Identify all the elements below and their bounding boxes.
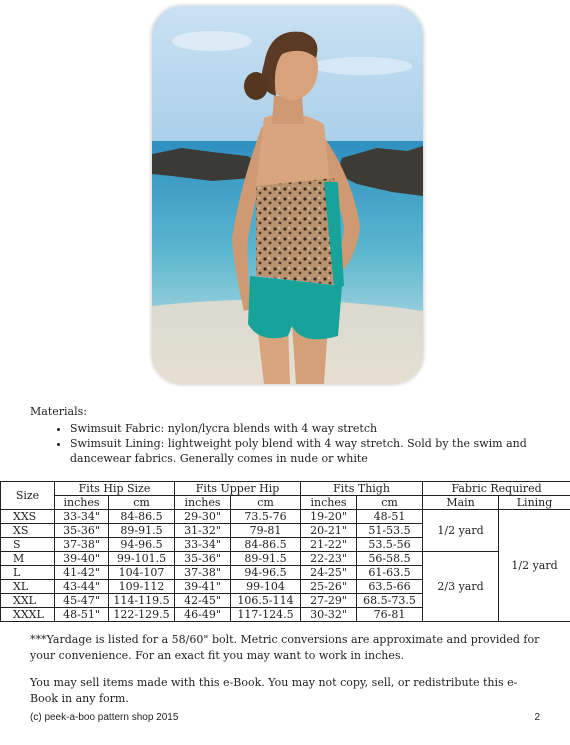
hip-cm-cell: 109-112 <box>109 580 175 594</box>
hip-inches-cell: 43-44" <box>55 580 109 594</box>
fabric-required-header: Fabric Required <box>423 482 570 496</box>
hip-inches-cell: 37-38" <box>55 538 109 552</box>
thigh-inches-cell: 19-20" <box>301 510 357 524</box>
upper-hip-cm-cell: 94-96.5 <box>231 566 301 580</box>
materials-list <box>30 421 550 466</box>
page-footer <box>30 712 540 723</box>
thigh-cm-cell: 56-58.5 <box>357 552 423 566</box>
license-note: You may sell items made with this e-Book. You may not copy, sell, or redistribute this e-Book in any form. <box>30 676 518 705</box>
unit-header: cm <box>357 496 423 510</box>
hip-cm-cell: 84-86.5 <box>109 510 175 524</box>
hip-inches-cell: 48-51" <box>55 608 109 622</box>
thigh-cm-cell: 63.5-66 <box>357 580 423 594</box>
unit-header: Main <box>423 496 499 510</box>
size-cell: XXL <box>1 594 55 608</box>
materials-section <box>30 404 550 466</box>
upper-hip-inches-cell: 37-38" <box>175 566 231 580</box>
upper-hip-cm-cell: 73.5-76 <box>231 510 301 524</box>
copyright-text: (c) peek-a-boo pattern shop 2015 <box>30 712 179 723</box>
thigh-cm-cell: 76-81 <box>357 608 423 622</box>
hip-cm-cell: 94-96.5 <box>109 538 175 552</box>
thigh-header: Fits Thigh <box>301 482 423 496</box>
upper-hip-inches-cell: 42-45" <box>175 594 231 608</box>
materials-item-lining: • Swimsuit Lining: lightweight poly blend with 4 way stretch. Sold by the swim and dancewear fabrics. Generally comes in nude or white <box>70 436 550 466</box>
materials-heading: Materials: <box>30 405 87 418</box>
size-cell: XXXL <box>1 608 55 622</box>
upper-hip-cm-cell: 106.5-114 <box>231 594 301 608</box>
page-number: 2 <box>534 712 540 723</box>
materials-item-fabric: • Swimsuit Fabric: nylon/lycra blends with 4 way stretch <box>70 421 550 436</box>
unit-header: Lining <box>499 496 570 510</box>
thigh-inches-cell: 27-29" <box>301 594 357 608</box>
hip-inches-cell: 35-36" <box>55 524 109 538</box>
table-row <box>1 510 570 524</box>
unit-header: cm <box>109 496 175 510</box>
table-header-row <box>1 482 570 496</box>
yardage-note: ***Yardage is listed for a 58/60" bolt. Metric conversions are approximate and provided for your convenience. For an exact fit you may want to work in inches. <box>30 633 540 662</box>
thigh-inches-cell: 25-26" <box>301 580 357 594</box>
size-cell: XXS <box>1 510 55 524</box>
thigh-cm-cell: 61-63.5 <box>357 566 423 580</box>
upper-hip-cm-cell: 99-104 <box>231 580 301 594</box>
lining-fabric-cell: 1/2 yard <box>499 510 570 622</box>
thigh-inches-cell: 24-25" <box>301 566 357 580</box>
teal-shorts <box>248 276 342 339</box>
hip-inches-cell: 41-42" <box>55 566 109 580</box>
main-fabric-small-cell: 1/2 yard <box>423 510 499 552</box>
upper-hip-inches-cell: 33-34" <box>175 538 231 552</box>
unit-header: inches <box>55 496 109 510</box>
upper-hip-inches-cell: 39-41" <box>175 580 231 594</box>
hip-size-header: Fits Hip Size <box>55 482 175 496</box>
upper-hip-header: Fits Upper Hip <box>175 482 301 496</box>
hip-cm-cell: 99-101.5 <box>109 552 175 566</box>
thigh-cm-cell: 53.5-56 <box>357 538 423 552</box>
upper-hip-cm-cell: 79-81 <box>231 524 301 538</box>
hip-inches-cell: 45-47" <box>55 594 109 608</box>
size-header: Size <box>1 482 55 510</box>
unit-header: cm <box>231 496 301 510</box>
size-cell: S <box>1 538 55 552</box>
size-cell: XL <box>1 580 55 594</box>
size-cell: L <box>1 566 55 580</box>
size-chart-table <box>0 481 570 622</box>
main-fabric-large-cell: 2/3 yard <box>423 552 499 622</box>
thigh-inches-cell: 30-32" <box>301 608 357 622</box>
unit-header: inches <box>301 496 357 510</box>
hip-inches-cell: 39-40" <box>55 552 109 566</box>
thigh-inches-cell: 21-22" <box>301 538 357 552</box>
hip-cm-cell: 114-119.5 <box>109 594 175 608</box>
upper-hip-inches-cell: 31-32" <box>175 524 231 538</box>
product-photo <box>152 6 423 384</box>
thigh-inches-cell: 22-23" <box>301 552 357 566</box>
upper-hip-cm-cell: 84-86.5 <box>231 538 301 552</box>
upper-hip-inches-cell: 46-49" <box>175 608 231 622</box>
thigh-cm-cell: 68.5-73.5 <box>357 594 423 608</box>
upper-hip-cm-cell: 117-124.5 <box>231 608 301 622</box>
table-row <box>1 552 570 566</box>
thigh-inches-cell: 20-21" <box>301 524 357 538</box>
thigh-cm-cell: 48-51 <box>357 510 423 524</box>
thigh-cm-cell: 51-53.5 <box>357 524 423 538</box>
upper-hip-cm-cell: 89-91.5 <box>231 552 301 566</box>
hip-cm-cell: 122-129.5 <box>109 608 175 622</box>
table-unit-row <box>1 496 570 510</box>
hip-inches-cell: 33-34" <box>55 510 109 524</box>
size-cell: M <box>1 552 55 566</box>
size-cell: XS <box>1 524 55 538</box>
hip-cm-cell: 89-91.5 <box>109 524 175 538</box>
unit-header: inches <box>175 496 231 510</box>
upper-hip-inches-cell: 35-36" <box>175 552 231 566</box>
hip-cm-cell: 104-107 <box>109 566 175 580</box>
upper-hip-inches-cell: 29-30" <box>175 510 231 524</box>
